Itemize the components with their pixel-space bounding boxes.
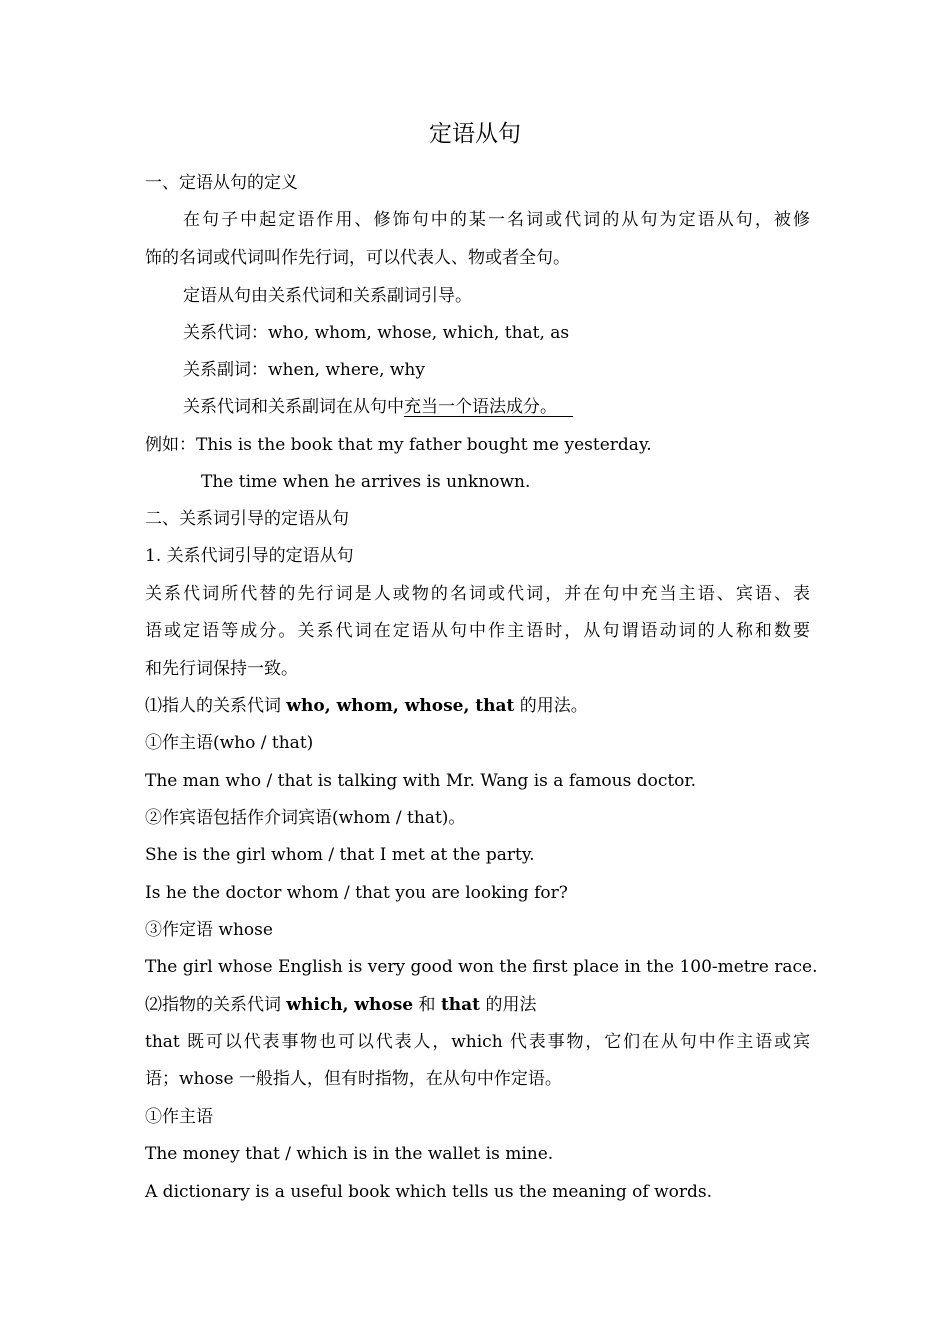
case-heading: ①作主语(who / that) [145, 733, 314, 753]
example-sentence: She is the girl whom / that I met at the party. [145, 845, 535, 865]
example-sentence: A dictionary is a useful book which tells us the meaning of words. [145, 1182, 713, 1202]
paragraph-line: 在句子中起定语作用、修饰句中的某一名词或代词的从句为定语从句，被修 [183, 210, 810, 230]
case-heading: ①作主语 [145, 1107, 213, 1127]
paragraph-line: 饰的名词或代词叫作先行词，可以代表人、物或者全句。 [145, 248, 570, 268]
paragraph-line: 定语从句由关系代词和关系副词引导。 [183, 286, 472, 306]
example-sentence: The time when he arrives is unknown. [201, 472, 531, 492]
page-title: 定语从句 [429, 121, 521, 147]
point-heading-thing [145, 992, 810, 1018]
example-sentence: This is the book that my father bought me yesterday. [196, 435, 652, 455]
point-suffix: 的用法 [480, 995, 537, 1015]
relative-pronouns-line: 关系代词：who, whom, whose, which, that, as [183, 323, 570, 343]
grammar-role-line [183, 394, 810, 420]
section-heading-relatives: 二、关系词引导的定语从句 [145, 509, 349, 529]
example-sentence: The girl whose English is very good won the first place in the 100-metre race. [145, 957, 818, 977]
grammar-role-underlined: 充当一个语法成分。 [404, 397, 557, 417]
point-suffix: 的用法。 [514, 696, 588, 716]
point-prefix: ⑵指物的关系代词 [145, 995, 287, 1015]
point-keywords: who, whom, whose, that [286, 696, 515, 716]
point-keyword: that [440, 995, 481, 1015]
case-heading: ③作定语 whose [145, 920, 273, 940]
example-line [145, 432, 810, 458]
paragraph-line: 和先行词保持一致。 [145, 659, 298, 679]
point-connector: 和 [413, 995, 441, 1015]
example-sentence: Is he the doctor whom / that you are looking for? [145, 883, 568, 903]
section-heading-definition: 一、定语从句的定义 [145, 173, 298, 193]
paragraph-line: 语；whose 一般指人，但有时指物，在从句中作定语。 [145, 1069, 562, 1089]
point-prefix: ⑴指人的关系代词 [145, 696, 287, 716]
paragraph-line: 关系代词所代替的先行词是人或物的名词或代词，并在句中充当主语、宾语、表 [145, 584, 810, 604]
example-sentence: The man who / that is talking with Mr. Wang is a famous doctor. [145, 771, 697, 791]
case-heading: ②作宾语包括作介词宾语(whom / that)。 [145, 808, 466, 828]
example-label: 例如： [145, 435, 196, 455]
underline-tail [557, 396, 573, 417]
point-keywords: which, whose [286, 995, 414, 1015]
point-heading-person [145, 693, 810, 719]
grammar-role-prefix: 关系代词和关系副词在从句中 [183, 397, 404, 417]
relative-adverbs-line: 关系副词：when, where, why [183, 360, 425, 380]
subsection-heading: 1. 关系代词引导的定语从句 [145, 546, 354, 566]
paragraph-line: 语或定语等成分。关系代词在定语从句中作主语时，从句谓语动词的人称和数要 [145, 621, 810, 641]
paragraph-line: that 既可以代表事物也可以代表人，which 代表事物，它们在从句中作主语或宾 [145, 1032, 810, 1052]
example-sentence: The money that / which is in the wallet is mine. [145, 1144, 554, 1164]
